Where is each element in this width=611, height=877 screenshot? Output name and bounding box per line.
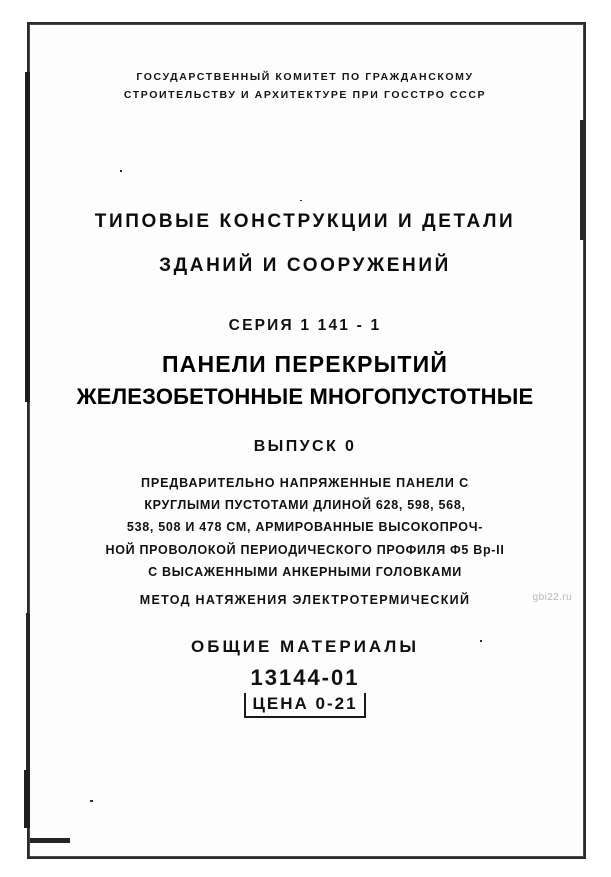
- organization-line-2: СТРОИТЕЛЬСТВУ И АРХИТЕКТУРЕ ПРИ ГОССТРО СССР: [123, 89, 487, 102]
- organization-line-1: ГОСУДАРСТВЕННЫЙ КОМИТЕТ ПО ГРАЖДАНСКОМУ: [136, 71, 474, 83]
- scan-edge-artifact-right: [580, 120, 584, 240]
- subject-line-2: ЖЕЛЕЗОБЕТОННЫЕ МНОГОПУСТОТНЫЕ: [76, 383, 534, 409]
- scan-edge-artifact-left: [24, 770, 30, 828]
- subject-line-1: ПАНЕЛИ ПЕРЕКРЫТИЙ: [161, 350, 449, 377]
- description-line-4: НОЙ ПРОВОЛОКОЙ ПЕРИОДИЧЕСКОГО ПРОФИЛЯ Ф5 Вр-II: [105, 542, 505, 557]
- description-line-1: ПРЕДВАРИТЕЛЬНО НАПРЯЖЕННЫЕ ПАНЕЛИ С: [140, 475, 470, 490]
- document-title: [40, 211, 570, 277]
- section-general-materials: ОБЩИЕ МАТЕРИАЛЫ: [191, 637, 419, 656]
- watermark-text: gbi22.ru: [532, 592, 572, 603]
- description-line-2: КРУГЛЫМИ ПУСТОТАМИ ДЛИНОЙ 628, 598, 568,: [144, 498, 466, 512]
- issuing-organization: [40, 68, 570, 105]
- tensioning-method: МЕТОД НАТЯЖЕНИЯ ЭЛЕКТРОТЕРМИЧЕСКИЙ: [139, 593, 471, 607]
- page-content: [40, 40, 570, 840]
- title-line-1: ТИПОВЫЕ КОНСТРУКЦИИ И ДЕТАЛИ: [94, 210, 516, 232]
- series-number: СЕРИЯ 1 141 - 1: [228, 316, 382, 334]
- description-line-5: С ВЫСАЖЕННЫМИ АНКЕРНЫМИ ГОЛОВКАМИ: [148, 564, 462, 579]
- description-line-3: 538, 508 И 478 СМ, АРМИРОВАННЫЕ ВЫСОКОПРОЧ-: [126, 520, 484, 535]
- price-label: ЦЕНА 0-21: [244, 693, 365, 718]
- price-stamp: [244, 693, 365, 718]
- issue-number: ВЫПУСК 0: [253, 437, 357, 455]
- document-code-block: [244, 657, 365, 718]
- description-block: [40, 472, 570, 583]
- document-code: 13144-01: [250, 665, 360, 690]
- title-line-2: ЗДАНИЙ И СООРУЖЕНИЙ: [159, 254, 451, 276]
